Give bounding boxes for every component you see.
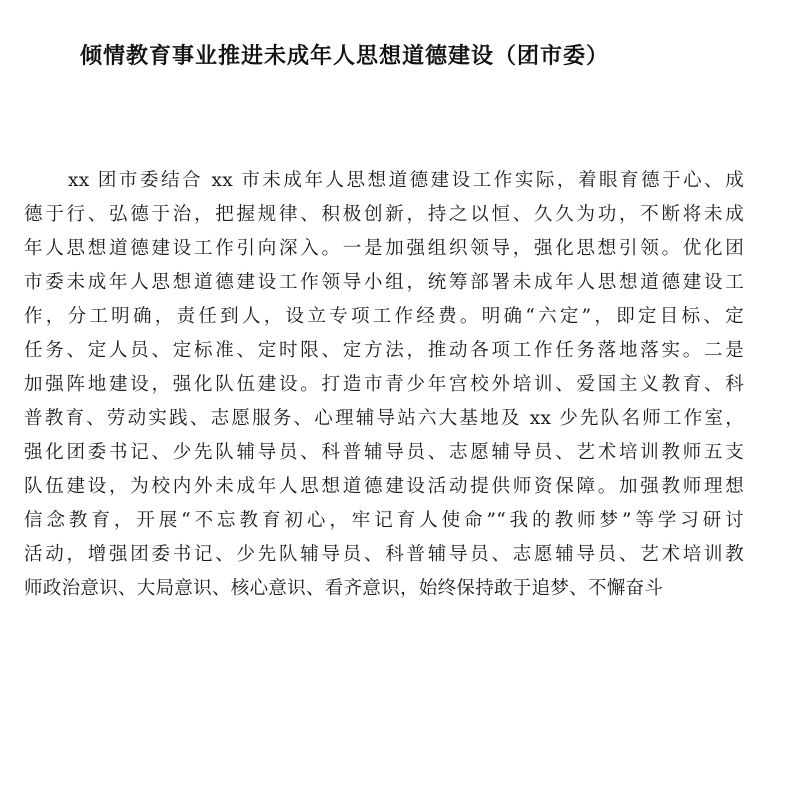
paragraph-line: xx 团市委结合 xx 市未成年人思想道德建设工作实际，着眼育德于心、成 [68, 170, 744, 191]
paragraph-line: 活动，增强团委书记、少先队辅导员、科普辅导员、志愿辅导员、艺术培训教 [24, 544, 744, 565]
paragraph-line: 师政治意识、大局意识、核心意识、看齐意识，始终保持敢于追梦、不懈奋斗 [24, 578, 664, 599]
paragraph-line: 年人思想道德建设工作引向深入。一是加强组织领导，强化思想引领。优化团 [24, 238, 744, 259]
paragraph-line: 德于行、弘德于治，把握规律、积极创新，持之以恒、久久为功，不断将未成 [24, 204, 744, 225]
paragraph-line: 作，分工明确，责任到人，设立专项工作经费。明确“六定”，即定目标、定 [24, 306, 744, 327]
paragraph-line: 强化团委书记、少先队辅导员、科普辅导员、志愿辅导员、艺术培训教师五支 [24, 442, 744, 463]
paragraph-line: 市委未成年人思想道德建设工作领导小组，统筹部署未成年人思想道德建设工 [24, 272, 744, 293]
document-body [24, 164, 744, 606]
paragraph-line: 任务、定人员、定标准、定时限、定方法，推动各项工作任务落地落实。二是 [24, 340, 744, 361]
paragraph-line: 普教育、劳动实践、志愿服务、心理辅导站六大基地及 xx 少先队名师工作室， [24, 408, 744, 429]
paragraph-line: 信念教育，开展“不忘教育初心，牢记育人使命”“我的教师梦”等学习研讨 [24, 510, 744, 531]
document-title: 倾情教育事业推进未成年人思想道德建设（团市委） [80, 44, 610, 69]
paragraph-line: 队伍建设，为校内外未成年人思想道德建设活动提供师资保障。加强教师理想 [24, 476, 744, 497]
paragraph-line: 加强阵地建设，强化队伍建设。打造市青少年宫校外培训、爱国主义教育、科 [24, 374, 744, 395]
